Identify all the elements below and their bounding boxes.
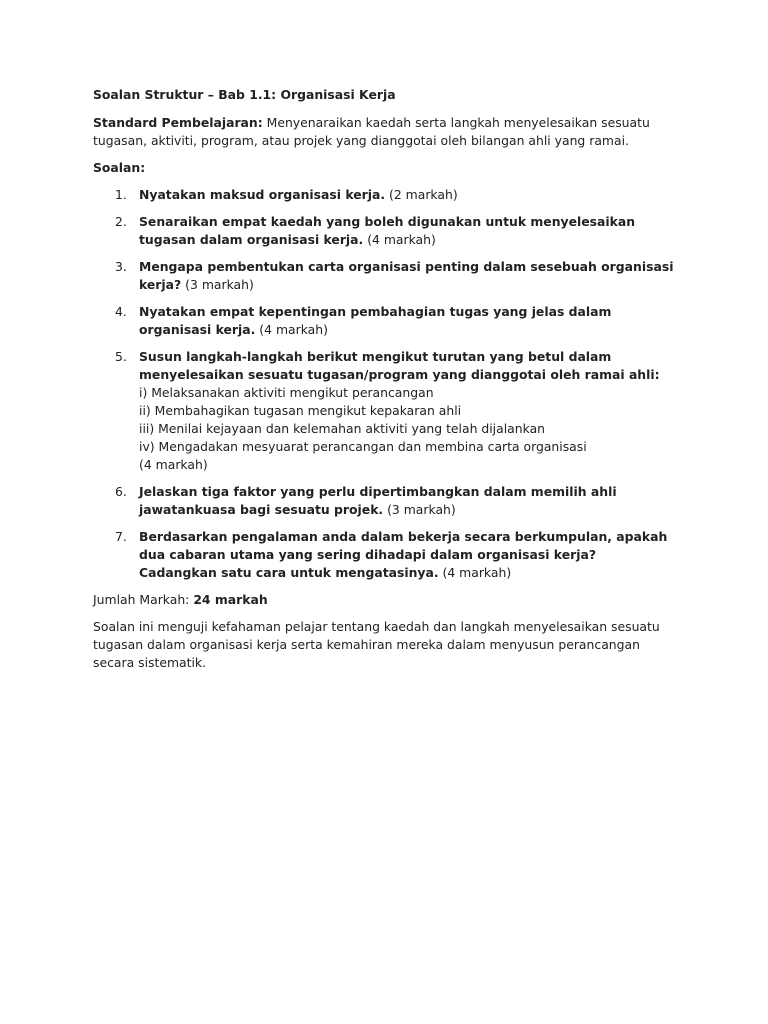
question-marks: (4 markah) (255, 322, 328, 337)
question-text: Jelaskan tiga faktor yang perlu dipertimbangkan dalam memilih ahli jawatankuasa bagi sesuatu projek. (139, 484, 617, 517)
question-text: Berdasarkan pengalaman anda dalam bekerja secara berkumpulan, apakah dua cabaran utama yang sering dihadapi dalam organisasi kerja? Cadangkan satu cara untuk mengatasinya. (139, 529, 668, 580)
question-item (93, 213, 678, 249)
question-text: Mengapa pembentukan carta organisasi penting dalam sesebuah organisasi kerja? (139, 259, 674, 292)
question-number: 2. (115, 214, 127, 229)
question-text: Senaraikan empat kaedah yang boleh digunakan untuk menyelesaikan tugasan dalam organisasi kerja. (139, 214, 636, 247)
question-number: 5. (115, 349, 127, 364)
question-text: Nyatakan empat kepentingan pembahagian tugas yang jelas dalam organisasi kerja. (139, 304, 612, 337)
question-text: Susun langkah-langkah berikut mengikut turutan yang betul dalam menyelesaikan sesuatu tugasan/program yang dianggotai oleh ramai ahli: (139, 349, 660, 382)
document-title: Soalan Struktur – Bab 1.1: Organisasi Kerja (93, 87, 396, 102)
questions-heading: Soalan: (93, 160, 146, 175)
question-item (93, 528, 678, 582)
question-number: 6. (115, 484, 127, 499)
question-marks: (3 markah) (181, 277, 254, 292)
question-marks: (3 markah) (383, 502, 456, 517)
question-marks: (2 markah) (385, 187, 458, 202)
question-item (93, 186, 678, 204)
question-text: Nyatakan maksud organisasi kerja. (139, 187, 386, 202)
question-number: 1. (115, 187, 127, 202)
question-number: 7. (115, 529, 127, 544)
question-item (93, 483, 678, 519)
learning-standard-label: Standard Pembelajaran: (93, 115, 263, 130)
total-marks (93, 591, 678, 609)
sequence-step: i) Melaksanakan aktiviti mengikut perancangan (139, 385, 434, 400)
question-item (93, 258, 678, 294)
sequence-step: iv) Mengadakan mesyuarat perancangan dan membina carta organisasi (139, 439, 587, 454)
question-item (93, 348, 678, 474)
question-number: 3. (115, 259, 127, 274)
total-marks-value: 24 markah (193, 592, 268, 607)
total-marks-label: Jumlah Markah: (93, 592, 194, 607)
summary-paragraph: Soalan ini menguji kefahaman pelajar tentang kaedah dan langkah menyelesaikan sesuatu tugasan dalam organisasi kerja serta kemahiran mereka dalam menyusun perancangan secara sistematik. (93, 619, 660, 670)
question-marks: (4 markah) (139, 457, 208, 472)
sequence-steps (139, 384, 678, 474)
question-item (93, 303, 678, 339)
question-marks: (4 markah) (438, 565, 512, 580)
learning-standard (93, 114, 678, 150)
document-page (93, 86, 678, 672)
sequence-step: ii) Membahagikan tugasan mengikut kepakaran ahli (139, 403, 462, 418)
question-number: 4. (115, 304, 127, 319)
question-list (93, 186, 678, 582)
learning-standard-text: Menyenaraikan kaedah serta langkah menyelesaikan sesuatu tugasan, aktiviti, program, atau projek yang dianggotai oleh bilangan ahli yang ramai. (93, 115, 650, 148)
question-marks: (4 markah) (363, 232, 436, 247)
sequence-step: iii) Menilai kejayaan dan kelemahan aktiviti yang telah dijalankan (139, 421, 546, 436)
